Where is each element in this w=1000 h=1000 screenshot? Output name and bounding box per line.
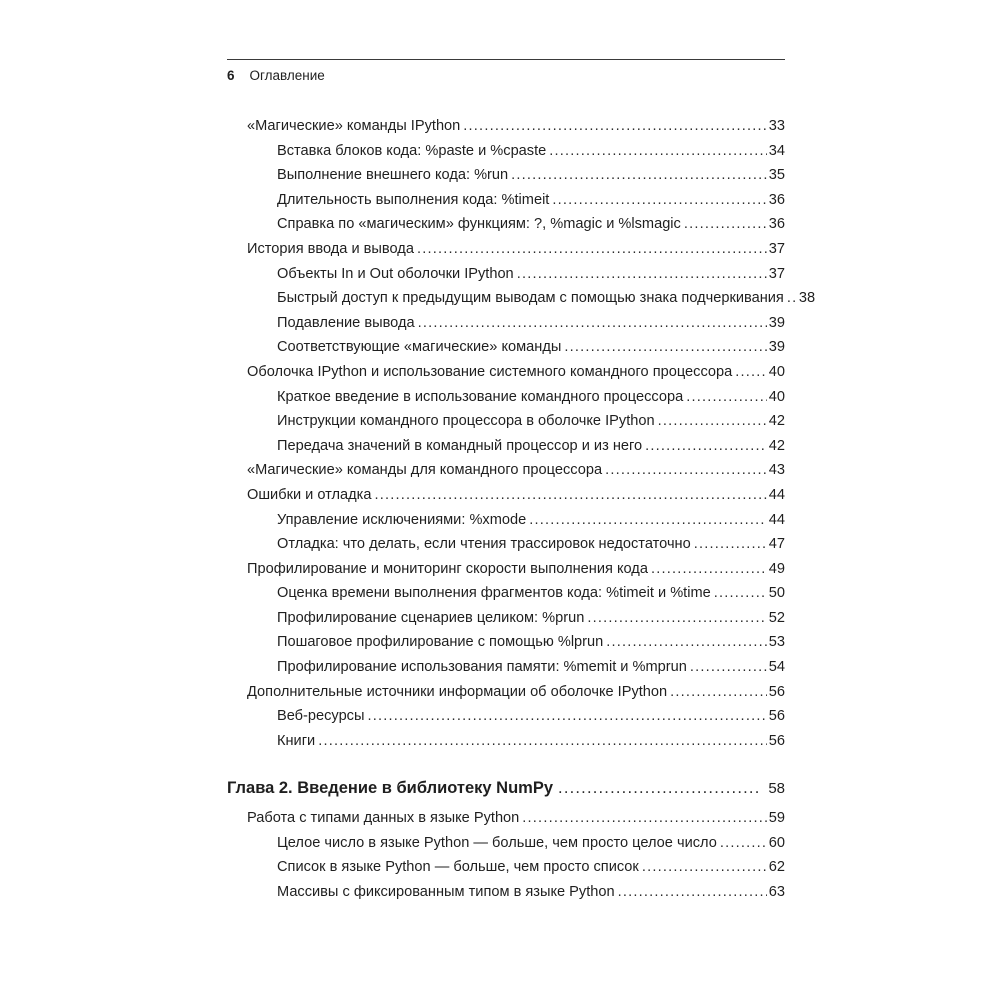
toc-entry — [227, 360, 785, 385]
toc-entry-page: 44 — [768, 486, 785, 503]
toc-entry-title: Работа с типами данных в языке Python — [247, 810, 520, 827]
toc-entry — [227, 163, 785, 188]
toc-entry — [227, 606, 785, 631]
toc-entry-title: Справка по «магическим» функциям: ?, %magic и %lsmagic — [277, 216, 681, 233]
toc-entry-title: Список в языке Python — больше, чем просто список — [277, 859, 639, 876]
toc-dot-leader — [517, 262, 767, 287]
toc-entry-page: 39 — [768, 339, 785, 356]
toc-entry-page: 39 — [768, 314, 785, 331]
toc-dot-leader — [375, 483, 767, 508]
toc-entry — [227, 385, 785, 410]
toc-entry — [227, 831, 785, 856]
toc-entry — [227, 776, 785, 802]
toc-entry-title: Книги — [277, 732, 316, 749]
toc-dot-leader — [558, 776, 759, 801]
toc-dot-leader — [651, 557, 767, 582]
toc-entry-page: 40 — [768, 388, 785, 405]
toc-dot-leader — [418, 311, 767, 336]
toc-entry-page: 42 — [768, 437, 785, 454]
toc-entry-title: Глава 2. Введение в библиотеку NumPy — [227, 779, 554, 798]
toc-entry-title: Краткое введение в использование командного процессора — [277, 388, 684, 405]
toc-entry — [227, 483, 785, 508]
toc-entry-title: Профилирование и мониторинг скорости выполнения кода — [247, 560, 648, 577]
toc-entry — [227, 630, 785, 655]
toc-entry-page: 56 — [768, 732, 785, 749]
toc-dot-leader — [417, 237, 767, 262]
toc-dot-leader — [658, 409, 767, 434]
toc-entry-title: Оценка времени выполнения фрагментов кода: %timeit и %time — [277, 585, 711, 602]
toc-entry-title: Передача значений в командный процессор и из него — [277, 437, 643, 454]
toc-entry-page: 62 — [768, 859, 785, 876]
toc-entry-title: Управление исключениями: %xmode — [277, 511, 527, 528]
toc-dot-leader — [714, 581, 767, 606]
toc-dot-leader — [606, 630, 767, 655]
toc-entry-title: Пошаговое профилирование с помощью %lprun — [277, 634, 604, 651]
toc-entry — [227, 212, 785, 237]
page-content — [227, 59, 816, 904]
toc-dot-leader — [463, 114, 766, 139]
toc-entry-title: Соответствующие «магические» команды — [277, 339, 562, 356]
toc-dot-leader — [642, 855, 767, 880]
toc-entry — [227, 508, 785, 533]
toc-entry-page: 40 — [768, 363, 785, 380]
toc-entry-page: 44 — [768, 511, 785, 528]
toc-dot-leader — [367, 704, 766, 729]
toc-entry-title: Вставка блоков кода: %paste и %cpaste — [277, 142, 547, 159]
toc-dot-leader — [690, 655, 767, 680]
toc-dot-leader — [694, 532, 767, 557]
toc-entry-page: 50 — [768, 585, 785, 602]
toc-entry-title: Ошибки и отладка — [247, 486, 372, 503]
toc-entry — [227, 704, 785, 729]
toc-entry-page: 37 — [768, 265, 785, 282]
toc-entry-title: Оболочка IPython и использование системного командного процессора — [247, 363, 733, 380]
toc-dot-leader — [618, 880, 767, 905]
toc-dot-leader — [529, 508, 767, 533]
toc-entry-page: 43 — [768, 462, 785, 479]
toc-dot-leader — [511, 163, 767, 188]
toc-entry — [227, 188, 785, 213]
toc-entry — [227, 139, 785, 164]
page-header-title: Оглавление — [249, 68, 325, 83]
toc-entry-title: История ввода и вывода — [247, 240, 414, 257]
toc-dot-leader — [670, 680, 767, 705]
toc-entry-title: Инструкции командного процессора в оболочке IPython — [277, 413, 655, 430]
toc-entry-page: 47 — [768, 536, 785, 553]
toc-dot-leader — [552, 188, 766, 213]
toc-entry-page: 37 — [768, 240, 785, 257]
toc-entry-page: 63 — [768, 883, 785, 900]
toc-entry-page: 35 — [768, 167, 785, 184]
toc-entry — [227, 680, 785, 705]
toc-entry-title: Выполнение внешнего кода: %run — [277, 167, 509, 184]
toc-entry-title: Профилирование сценариев целиком: %prun — [277, 609, 585, 626]
toc-dot-leader — [686, 385, 767, 410]
toc-entry — [227, 557, 785, 582]
toc-entry-page: 54 — [768, 659, 785, 676]
toc-dot-leader — [549, 139, 767, 164]
toc-entry — [227, 409, 785, 434]
toc-entry-title: Длительность выполнения кода: %timeit — [277, 191, 550, 208]
toc-dot-leader — [684, 212, 767, 237]
toc-entry — [227, 855, 785, 880]
toc-entry-title: Целое число в языке Python — больше, чем просто целое число — [277, 834, 717, 851]
toc-entry — [227, 880, 785, 905]
toc-entry-page: 34 — [768, 142, 785, 159]
toc-dot-leader — [564, 335, 766, 360]
toc-entry — [227, 262, 785, 287]
page-header — [227, 59, 785, 83]
toc-entry-page: 42 — [768, 413, 785, 430]
toc-entry-title: Профилирование использования памяти: %memit и %mprun — [277, 659, 687, 676]
toc-entry-page: 38 — [798, 290, 816, 307]
toc-entry-page: 36 — [768, 216, 785, 233]
toc-entry-page: 49 — [768, 560, 785, 577]
toc-entry — [227, 729, 785, 754]
toc-entry-title: «Магические» команды IPython — [247, 118, 461, 134]
toc-entry-page: 53 — [768, 634, 785, 651]
toc-entry-title: Подавление вывода — [277, 314, 415, 331]
toc-entry-title: Отладка: что делать, если чтения трассировок недостаточно — [277, 536, 691, 553]
toc-entry-title: Веб-ресурсы — [277, 708, 365, 725]
toc-entry-title: Быстрый доступ к предыдущим выводам с помощью знака подчеркивания — [277, 290, 784, 307]
page-number: 6 — [227, 68, 235, 83]
toc-entry-page: 33 — [768, 118, 785, 134]
toc-dot-leader — [318, 729, 767, 754]
toc-entry — [227, 655, 785, 680]
toc-entry-title: Дополнительные источники информации об оболочке IPython — [247, 683, 668, 700]
toc-dot-leader — [645, 434, 767, 459]
toc-entry — [227, 581, 785, 606]
toc-entry — [227, 311, 785, 336]
toc-entry-title: «Магические» команды для командного процессора — [247, 462, 603, 479]
toc-dot-leader — [787, 286, 797, 311]
toc-entry-page: 59 — [768, 810, 785, 827]
toc-entry-page: 56 — [768, 708, 785, 725]
toc-entry-page: 36 — [768, 191, 785, 208]
toc-entry — [227, 286, 816, 311]
toc-entry-page: 60 — [768, 834, 785, 851]
toc-entry-title: Объекты In и Out оболочки IPython — [277, 265, 514, 282]
toc-entry-title: Массивы с фиксированным типом в языке Python — [277, 883, 615, 900]
toc-dot-leader — [522, 806, 766, 831]
toc-dot-leader — [587, 606, 766, 631]
toc-dot-leader — [720, 831, 767, 856]
toc-list — [227, 114, 816, 904]
toc-entry — [227, 458, 785, 483]
toc-dot-leader — [735, 360, 767, 385]
toc-entry — [227, 237, 785, 262]
toc-entry-page: 56 — [768, 683, 785, 700]
toc-entry — [227, 532, 785, 557]
toc-entry-page: 58 — [768, 780, 785, 798]
toc-entry — [227, 114, 785, 139]
toc-entry — [227, 335, 785, 360]
toc-entry — [227, 806, 785, 831]
toc-entry-page: 52 — [768, 609, 785, 626]
toc-entry — [227, 434, 785, 459]
toc-dot-leader — [605, 458, 767, 483]
